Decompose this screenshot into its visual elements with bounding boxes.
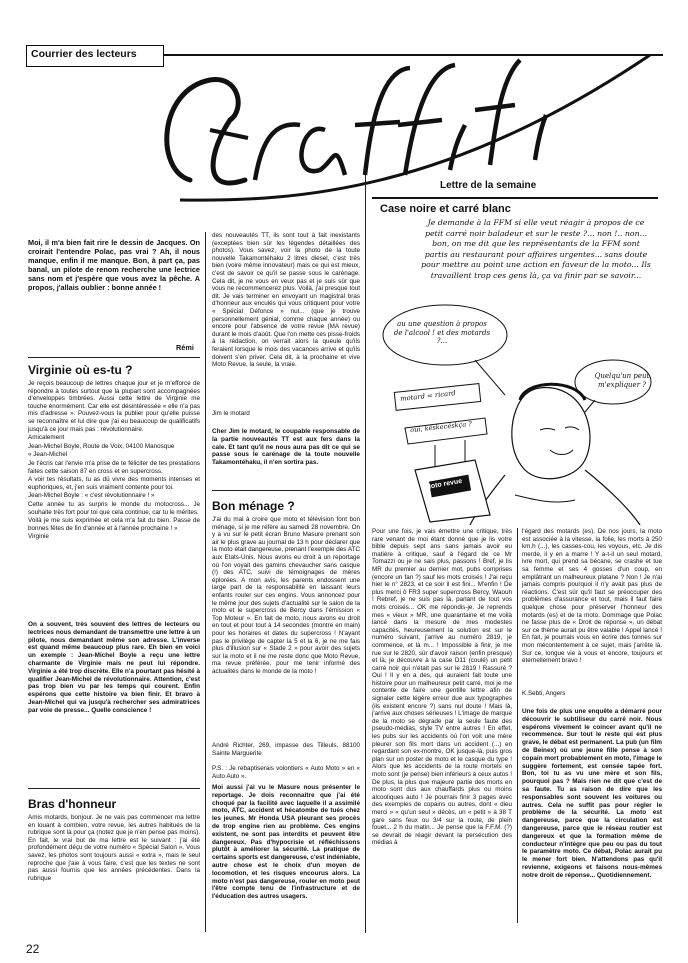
virginie-title: Virginie où es-tu ? bbox=[28, 363, 133, 377]
bon-menage-signature: André Richter, 269, impasse des Tilleuls, 88100 Sainte Marguerite bbox=[212, 742, 360, 757]
divider-2 bbox=[28, 788, 200, 789]
col2-top-reply: Cher Jim le motard, le coupable responsable de la partie nouveautés TT est aux fers dans la cale. Et tant qu'il ne nous aura pas dit ce qui se passe sous le carénage de la toute nouvelle Takamontéhaku, il n'en sortira pas. bbox=[212, 428, 360, 467]
bras-body: Amis motards, bonjour. Je ne vais pas commencer ma lettre en louant à combien, votre revue, les autres habitués de la rubrique sont là pour ça (notez que je n'en pense pas moins). En fait, le vrai but de ma lettre est le suivant : j'ai été profondément déçu de votre numéro « Spécial Salon ». Vous savez, les photos sont toujours aussi « extra », mais le seul reproche que j'aie à vous faire, c'est que les textes ne sont pas aussi fournis que les années précédentes. Dans la rubrique bbox=[28, 814, 200, 882]
bubble-alcool: au une question à propos de l'alcool ! et des motards ?... bbox=[393, 320, 491, 345]
column-rule-1 bbox=[205, 232, 206, 932]
letter-week-label: Lettre de la semaine bbox=[440, 180, 537, 191]
bon-menage-title: Bon ménage ? bbox=[212, 499, 295, 513]
page-number: 22 bbox=[26, 942, 40, 956]
graffiti-title-graphic bbox=[150, 30, 670, 205]
case-noire-signature: K.Sebti, Angers bbox=[522, 690, 566, 697]
virginie-reply: On a souvent, très souvent des lettres de lecteurs ou lectrices nous demandant de transmettre une lettre à un pilote, nous demandant même son adresse. L'inverse est quand même beaucoup plus rare. Eh bien en voici un exemple : Jean-Michel Boyle a reçu une lettre charmante de Virginie mais ne peut lui répondre. Virginie a été trop discrète. Elle n'a pourtant pas hésité à qualifier Jean-Michel de révolutionnaire. Attention, c'est pas trop bien vu par les temps qui courent. Enfin espérons que cette histoire va bien finir. Et bravo à Jean-Michel qui va jusqu'à rechercher ses admiratrices par voie de presse... Quelle conscience ! bbox=[28, 621, 200, 714]
case-noire-title: Case noire et carré blanc bbox=[380, 203, 511, 215]
cartoon-note: Je demande à la FFM si elle veut réagir à propos de ce petit carré noir baladeur et sur le reste ?... non !.. non... bon, on me dit que les représentants de la FFM sont partis au restaurant pour affaires urgentes... sans doute pour mettre au point une action en faveur de la moto... Ils travaillent trop ces gens là, ça va finir par se savoir... bbox=[421, 218, 651, 280]
case-noire-col-left: Pour une fois, je vais émettre une critique, très rare venant de moi étant donné que je lis votre bible depuis sept ans sans jamais avoir eu matière à critique, sauf à l'égard de ce Mr Tomazzi ou je ne sais plus, passons ! Bref, je lis MR du premier au dernier mot, pubs comprises (encore un fan ?) sauf les mots croisés ! J'ai reçu hier le n° 2823, et ce soir il est fini... M'enfin ! De plus merci ô FR3 super supercross Bercy, Waouh ! Rebref, je ne suis pas là, parlant de tout vos mots croisés... OK me répondis-je. Je reprends mes « vieux » MR, une quarantaine et me voilà lancé dans la mesure de mes modestes capacités, heureusement la solution est sur le numéro suivant, j'arrive au numéro 2819, je commence, et là m... ! Impossible à finir, je me rue sur le 2820, sûr d'avoir raison (enfin presque) et là, je découvre à la case D11 (coulé) un petit carré noir qui n'était pas sur le 2819 ! Rassuré ? Oui ! Il y en a des, qui auraient fait toute une histoire pour un malheureux petit carré, moi je me contente de faire une gentille lettre afin de signaler cette légère erreur due aux typographes (ils existent encore ?) sans nul doute ! Mais là, j'arrive aux choses sérieuses ! L'image de marque de la moto se dégrade par la seule faute des pseudo-médias, style TV entre autres ! En effet, les pubs sur les accidents où l'on voit une mère pleurer son fils mort dans un accident (...) en regardant son ex-montre, OK jusque-là, puis gros plan sur un poster de moto et le casque du type ! Alors que les accidents de la route mortels en moto sont (je pense) bien inférieurs à ceux autos ! De plus, la plus que majeure partie des morts en moto sont dus aux chauffards plus ou moins alcooliques auto ! Je pourrais finir 3 pages avec des exemples de copains ou autres, dont « dieu merci » « qu'un seul » décès, un « petit » à 38 T gare sans feux ou 3/4 sur la route, de plein fouet... 2 h du matin... Je pense que la F.F.M. (?) se devrait de réagir devant la persécution des médias à bbox=[372, 528, 512, 847]
bon-menage-ps: P.S. : Je rebaptiserais volontiers « Auto Moto » en « Auto Auto ». bbox=[212, 765, 360, 780]
sign-keskecesca: oui, késkecéskça ? bbox=[409, 419, 473, 435]
column-rule-3 bbox=[517, 528, 518, 923]
bras-title: Bras d'honneur bbox=[28, 797, 117, 811]
case-noire-rule bbox=[372, 197, 658, 199]
section-title: Courrier des lecteurs bbox=[31, 48, 137, 60]
col2-top-text: des nouveautés TT, ils sont tout à fait inexistants (exceptées bien sûr les légendes détaillées des photos). Vous savez, voir la photo de la toute nouvelle Takamontéhaku 2 litres diesel, c'est très bien (voire même innovateur) mais ce qui est mieux, c'est de savoir ce qu'il se passe sous le carénage. Cela dit, je ne vous en veux pas et je suis sûr que vous ne recommencerez plus. Voilà, j'ai presque tout dit. Je vais terminer en envoyant un magistral bras d'honneur aux enculés qui vous critiquent pour votre « Spécial Défonce » nul... (que je trouve personnellement génial, comme chaque année) ou encore pour l'absence de votre revue (MA revue) durant le mois d'août. Que l'on mette ces pisse-froids à la rédaction, on verrait alors la queule qu'ils feraient lorsque le mois des vacances arrive et qu'ils doivent s'en priver. Cela dit, à la prochaine et vive Moto Revue, la seule, la vraie. bbox=[212, 232, 361, 369]
bubble-expliquer: Quelqu'un peut m'expliquer ? bbox=[594, 372, 650, 389]
divider-1 bbox=[28, 357, 200, 358]
intro-text: Moi, il m'a bien fait rire le dessin de Jacques. On croirait l'entendre Polac, pas vrai ? Ah, il nous manque, enfin il me manque. Bon, à part ça, pas banal, un pilote de renom recherche une lectrice sans nom et j'espère que vous avez la pêche. A propos, j'allais oublier : bonne année ! bbox=[28, 238, 200, 292]
intro-signature: Rémi bbox=[176, 343, 194, 352]
virginie-body: Je reçois beaucoup de lettres chaque jour et je m'efforce de répondre à toutes surtout que la plupart sont accompagnées d'enveloppes timbrées. Aussi cette lettre de Virginie me touche énormément. Car elle est désintéressée « elle n'a pas mis d'adresse ». Pouvez-vous la publier pour qu'elle puisse se reconnaître et lui dire que j'ai eu beaucoup de qualificatifs jusqu'à ce jour mais pas : révolutionnaire. Amicalement Jean-Michel Boyle, Route de Voix, 04100 Manosque « Jean-Michel Je t'écris car l'envie m'a prise de te féliciter de tes prestations faites cette saison 87 en cross et en supercross. A voir tes résultats, tu as dû vivre des moments intenses et euphoriques, et, j'en suis vraiment contente pour toi. Jean-Michel Boyle : « c'est révolutionnaire ! » Cette année tu as surpris le monde du motocross... Je souhaite très fort pour toi que cela continue, car tu le mérites. Voilà je me suis exprimée et cela m'a fait du bien. Passe de bonnes fêtes de fin d'année et à l'année prochaine ! » Virginie bbox=[28, 380, 200, 541]
bon-menage-body: J'ai du mal à croire que moto et télévision font bon ménage, si je me réfère au samedi 28 novembre. On y a vu sur le petit écran Bruno Masure prenant son air le plus grave au journal de 13 h pour déclarer que la moto était dangereuse, prenant l'exemple des ATC aux Etats-Unis. Nous avons eu droit à un reportage où l'on voyait des gamins chevaucher sans casque (!) des ATC, suivi de témoignages de mères éplorées. A mon avis, les parents endossent une large part de la responsabilité en laissant leurs enfants rouler sur ces engins. Vous annoncez pour le même jour des sujets d'actualité sur le salon de la moto et le supercross de Bercy dans l'émission « Top Moteur ». En fait de moto, nous avons eu droit en tout et pour tout à 14 secondes (montre en main) pour les horaires et dates du supercross ! N'ayant pas le privilège de capter la 5 et la 6, je ne me fais plus d'illusion sur « Stade 2 » pour avoir des sujets sur la moto et il ne me reste donc que Moto Revue, ma revue préférée, pour me tenir informé des actualités dans le monde de la moto ! bbox=[212, 516, 360, 675]
bon-menage-reply: Moi aussi j'ai vu le Masure nous présenter le reportage. Je dois reconnaître que j'ai été choqué par la facilité avec laquelle il a assimilé moto, ATC, accident et hécatombe de tués chez les jeunes. Mr Honda USA pleurant ses procès de trop engine rien au problème. Ces engins existent, ne sont pas interdits et peuvent être dangereux. Pas d'hypocrisie et réfléchissons plutôt à améliorer la sécurité. La pratique de certains sports est dangereuse, c'est indéniable, autre chose est le choix d'un moyen de locomotion, et les risques encourus alors. La moto n'est pas dangereuse, rouler en moto peut l'être compte tenu de l'infrastructure et de l'éducation des autres usagers. bbox=[212, 784, 360, 901]
sign-motard-ricard: motard = ricard bbox=[399, 389, 457, 403]
column-rule-2 bbox=[365, 175, 366, 933]
case-noire-col-right: l'égard des motards (es). De nos jours, la moto est associée à la vitesse, la folie, les morts à 250 km.h (...), les casses-cou, les voyous, etc. Je dis merde, il y en a marre ! Y a-t-il un seul motard, ivre mort, qui prend sa bécane, se crashe et tue sa femme et ses 4 gosses d'un coup, en emplâtrant un malheureux platane ? Non ! Je n'ai jamais compris pourquoi il n'y avait pas plus de réactions. C'est sûr qu'il faut se préoccuper des problèmes d'assurance et tout, mais il faut faire quelque chose pour préserver l'honneur des motards (es) et de la moto. Dommage que Polac ne fasse plus de « Droit de réponse », un débat sur ce thème aurait pu être valable ! Appel lancé ! En fait, je pourrais vous en écrire des tonnes sur mon mécontentement à ce sujet, mais j'arrête là. Sur ce, longue vie à vous et encore, toujours et éternellement bravo ! bbox=[522, 528, 662, 665]
case-noire-reply: Une fois de plus une enquête a démarré pour découvrir le subtiliseur du carré noir. Nous espérons vivement le coincer avant qu'il ne recommence. Sur tout le reste qui est plus grave, le débat est permanent. La pub (un film de Beinex) où une jeune fille pense à son copain mort probablement en moto, l'image le suggère fortement, est censée tapée fort. Bon, toi tu as vu une mère et son fils, pourquoi pas ? Mais rien ne dit que c'est de sa faute. Tu as raison de dire que les responsables sont souvent les voitures ou autres. Cela ne suffit pas pour régler le problème de la sécurité. La moto est dangereuse, parce que la circulation est dangereuse, parce que le réseau routier est dangereux et que la formation même de conducteur n'intègre que peu ou pas du tout le paramètre moto. Ce débat, Polac aurait pu le mener fort bien. N'attendons pas qu'il revienne, exigeons et faisons nous-mêmes notre droit de réponse... Quotidiennement. bbox=[522, 708, 662, 879]
col2-top-signature: Jim le motard bbox=[212, 410, 250, 417]
divider-3 bbox=[212, 490, 360, 491]
magazine-cover-label: Moto revue bbox=[424, 477, 463, 492]
